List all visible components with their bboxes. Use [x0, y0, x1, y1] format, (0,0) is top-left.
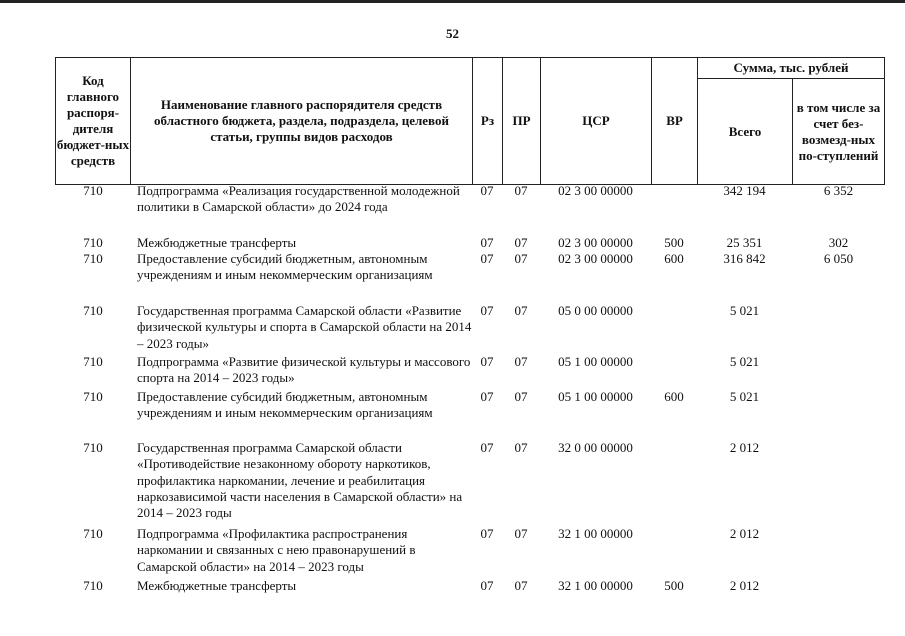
cell-csr: 05 1 00 00000: [558, 389, 633, 404]
cell-total: 2 012: [729, 526, 760, 541]
cell-vr: 500: [664, 578, 684, 593]
cell-kod: 710: [83, 389, 103, 404]
cell-total: 25 351: [726, 235, 763, 250]
cell-rz: 07: [480, 235, 494, 250]
cell-rz: 07: [480, 440, 494, 455]
cell-total: 5 021: [729, 354, 760, 369]
cell-name: Межбюджетные трансферты: [137, 235, 297, 250]
cell-csr: 05 0 00 00000: [558, 303, 633, 318]
cell-kod: 710: [83, 440, 103, 455]
cell-name: Государственная программа Самарской области «Развитие физической культуры и спорта в Самарской области на 2014 – 2023 годы»: [137, 303, 472, 351]
header-total: Всего: [728, 123, 762, 139]
cell-kod: 710: [83, 578, 103, 593]
cell-kod: 710: [83, 526, 103, 541]
cell-total: 5 021: [729, 389, 760, 404]
header-csr: ЦСР: [582, 113, 610, 128]
cell-name: Государственная программа Самарской области «Противодействие незаконному обороту наркотиков, профилактика наркомании, лечение и реабилитация наркозависимой части населения в Самарской области» на 2014 – 2023 годы: [137, 440, 463, 521]
cell-pr: 07: [514, 526, 528, 541]
cell-total: 342 194: [723, 183, 766, 198]
cell-name: Подпрограмма «Развитие физической культуры и массового спорта на 2014 – 2023 годы»: [137, 354, 471, 386]
cell-csr: 32 0 00 00000: [558, 440, 633, 455]
cell-name: Предоставление субсидий бюджетным, автономным учреждениям и иным некоммерческим организациям: [137, 251, 433, 283]
header-free: в том числе за счет без-возмезд-ных по-ступлений: [796, 99, 881, 163]
cell-kod: 710: [83, 303, 103, 318]
cell-kod: 710: [83, 235, 103, 250]
cell-free: 302: [828, 235, 849, 250]
cell-rz: 07: [480, 303, 494, 318]
cell-pr: 07: [514, 235, 528, 250]
cell-rz: 07: [480, 526, 494, 541]
cell-name: Предоставление субсидий бюджетным, автономным учреждениям и иным некоммерческим организациям: [137, 389, 433, 421]
cell-name: Подпрограмма «Профилактика распространения наркомании и связанных с нею правонарушений в Самарской области» на 2014 – 2023 годы: [137, 526, 416, 574]
cell-csr: 32 1 00 00000: [558, 526, 633, 541]
cell-total: 5 021: [729, 303, 760, 318]
cell-csr: 32 1 00 00000: [558, 578, 633, 593]
cell-pr: 07: [514, 251, 528, 266]
cell-csr: 02 3 00 00000: [558, 251, 633, 266]
cell-pr: 07: [514, 440, 528, 455]
cell-pr: 07: [514, 389, 528, 404]
cell-total: 2 012: [729, 440, 760, 455]
cell-kod: 710: [83, 183, 103, 198]
cell-csr: 05 1 00 00000: [558, 354, 633, 369]
cell-kod: 710: [83, 354, 103, 369]
cell-vr: 600: [664, 251, 684, 266]
cell-free: 6 050: [823, 251, 854, 266]
cell-vr: 500: [664, 235, 684, 250]
cell-rz: 07: [480, 251, 494, 266]
page-number: 52: [446, 26, 459, 41]
cell-vr: 600: [664, 389, 684, 404]
cell-pr: 07: [514, 578, 528, 593]
cell-pr: 07: [514, 303, 528, 318]
cell-total: 2 012: [729, 578, 760, 593]
top-border: [0, 0, 905, 3]
cell-csr: 02 3 00 00000: [558, 183, 633, 198]
cell-pr: 07: [514, 354, 528, 369]
cell-kod: 710: [83, 251, 103, 266]
cell-name: Подпрограмма «Реализация государственной молодежной политики в Самарской области» до 2024 года: [137, 183, 460, 215]
header-code: Код главного распоря-дителя бюджет-ных средств: [56, 73, 130, 168]
cell-pr: 07: [514, 183, 528, 198]
cell-total: 316 842: [723, 251, 766, 266]
cell-rz: 07: [480, 354, 494, 369]
header-pr: ПР: [512, 113, 531, 128]
table-header: [55, 57, 885, 185]
header-rz: Рз: [480, 113, 495, 128]
cell-rz: 07: [480, 183, 494, 198]
cell-rz: 07: [480, 578, 494, 593]
header-vr: ВР: [666, 113, 683, 128]
cell-name: Межбюджетные трансферты: [137, 578, 297, 593]
header-sum: Сумма, тыс. рублей: [733, 60, 849, 75]
cell-csr: 02 3 00 00000: [558, 235, 633, 250]
cell-rz: 07: [480, 389, 494, 404]
cell-free: 6 352: [823, 183, 854, 198]
header-name: Наименование главного распорядителя средств областного бюджета, раздела, подраздела, целевой статьи, группы видов расходов: [154, 97, 449, 144]
